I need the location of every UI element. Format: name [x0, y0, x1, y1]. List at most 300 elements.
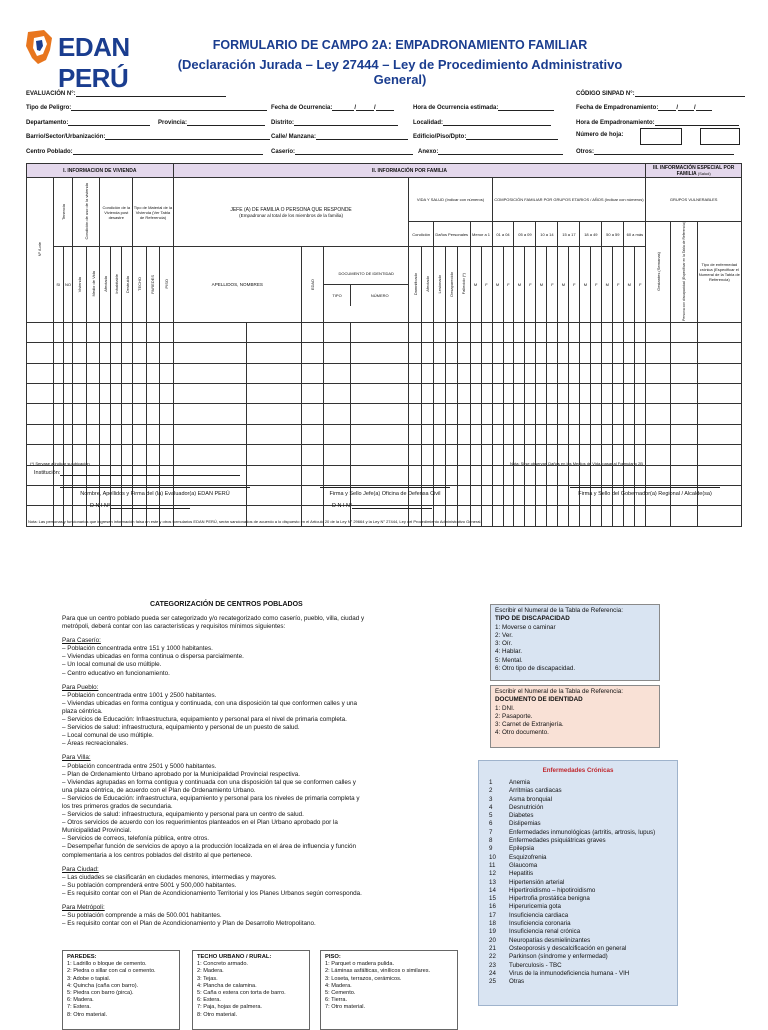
table-cell[interactable] [122, 363, 133, 383]
table-cell[interactable] [323, 343, 350, 363]
table-cell[interactable] [569, 343, 580, 363]
table-cell[interactable] [613, 465, 624, 485]
provincia-field[interactable] [158, 118, 265, 126]
table-cell[interactable] [350, 445, 409, 465]
table-cell[interactable] [146, 322, 159, 342]
table-cell[interactable] [446, 404, 458, 424]
table-cell[interactable] [301, 404, 323, 424]
table-cell[interactable] [635, 424, 646, 444]
table-cell[interactable] [122, 445, 133, 465]
table-cell[interactable] [146, 424, 159, 444]
table-cell[interactable] [635, 363, 646, 383]
table-cell[interactable] [580, 424, 591, 444]
table-cell[interactable] [409, 404, 421, 424]
table-cell[interactable] [100, 363, 111, 383]
table-cell[interactable] [246, 445, 301, 465]
table-cell[interactable] [697, 465, 741, 485]
table-cell[interactable] [525, 404, 536, 424]
table-cell[interactable] [481, 445, 492, 465]
table-cell[interactable] [409, 445, 421, 465]
table-cell[interactable] [481, 424, 492, 444]
table-cell[interactable] [591, 343, 602, 363]
table-cell[interactable] [503, 404, 514, 424]
table-cell[interactable] [458, 322, 470, 342]
table-cell[interactable] [697, 322, 741, 342]
table-cell[interactable] [458, 404, 470, 424]
table-cell[interactable] [547, 343, 558, 363]
table-cell[interactable] [481, 486, 492, 506]
anexo-field[interactable] [418, 147, 563, 155]
table-cell[interactable] [446, 384, 458, 404]
table-cell[interactable] [86, 384, 99, 404]
table-cell[interactable] [86, 322, 99, 342]
table-cell[interactable] [111, 363, 122, 383]
table-cell[interactable] [470, 363, 481, 383]
table-cell[interactable] [246, 363, 301, 383]
table-cell[interactable] [569, 465, 580, 485]
table-cell[interactable] [514, 363, 525, 383]
table-cell[interactable] [646, 363, 670, 383]
table-cell[interactable] [323, 445, 350, 465]
table-cell[interactable] [481, 404, 492, 424]
table-cell[interactable] [53, 404, 63, 424]
table-cell[interactable] [670, 322, 697, 342]
table-cell[interactable] [350, 363, 409, 383]
institucion-field[interactable] [34, 468, 240, 476]
table-cell[interactable] [558, 343, 569, 363]
table-cell[interactable] [624, 343, 635, 363]
table-cell[interactable] [433, 343, 445, 363]
table-cell[interactable] [492, 486, 503, 506]
table-cell[interactable] [569, 424, 580, 444]
table-cell[interactable] [646, 445, 670, 465]
table-cell[interactable] [492, 384, 503, 404]
table-cell[interactable] [514, 384, 525, 404]
table-cell[interactable] [591, 465, 602, 485]
table-cell[interactable] [547, 322, 558, 342]
table-cell[interactable] [173, 363, 246, 383]
table-cell[interactable] [670, 465, 697, 485]
table-cell[interactable] [63, 322, 73, 342]
table-cell[interactable] [470, 445, 481, 465]
otros-field[interactable] [576, 147, 734, 155]
table-cell[interactable] [558, 384, 569, 404]
table-cell[interactable] [350, 465, 409, 485]
calle-field[interactable] [271, 132, 408, 140]
table-cell[interactable] [27, 404, 54, 424]
table-cell[interactable] [133, 363, 146, 383]
table-cell[interactable] [246, 465, 301, 485]
table-cell[interactable] [624, 322, 635, 342]
table-cell[interactable] [458, 424, 470, 444]
table-cell[interactable] [470, 486, 481, 506]
hora-empadronamiento-field[interactable] [576, 118, 739, 126]
table-cell[interactable] [470, 384, 481, 404]
table-cell[interactable] [100, 384, 111, 404]
table-cell[interactable] [458, 465, 470, 485]
table-row[interactable] [27, 322, 742, 342]
table-cell[interactable] [613, 424, 624, 444]
table-cell[interactable] [53, 322, 63, 342]
table-cell[interactable] [624, 465, 635, 485]
table-cell[interactable] [73, 343, 86, 363]
table-cell[interactable] [525, 465, 536, 485]
table-cell[interactable] [421, 343, 433, 363]
table-cell[interactable] [86, 363, 99, 383]
table-cell[interactable] [73, 384, 86, 404]
table-cell[interactable] [421, 424, 433, 444]
table-cell[interactable] [146, 404, 159, 424]
table-cell[interactable] [514, 404, 525, 424]
table-cell[interactable] [100, 343, 111, 363]
table-row[interactable] [27, 384, 742, 404]
table-cell[interactable] [525, 363, 536, 383]
table-cell[interactable] [301, 445, 323, 465]
table-cell[interactable] [602, 363, 613, 383]
table-cell[interactable] [27, 424, 54, 444]
table-cell[interactable] [421, 363, 433, 383]
table-cell[interactable] [111, 322, 122, 342]
table-cell[interactable] [503, 322, 514, 342]
table-cell[interactable] [446, 445, 458, 465]
table-cell[interactable] [146, 384, 159, 404]
table-cell[interactable] [624, 404, 635, 424]
table-cell[interactable] [602, 343, 613, 363]
table-cell[interactable] [446, 322, 458, 342]
table-cell[interactable] [697, 404, 741, 424]
table-cell[interactable] [246, 343, 301, 363]
table-cell[interactable] [160, 424, 174, 444]
table-cell[interactable] [503, 486, 514, 506]
table-cell[interactable] [503, 343, 514, 363]
table-cell[interactable] [421, 322, 433, 342]
table-cell[interactable] [350, 384, 409, 404]
table-cell[interactable] [301, 384, 323, 404]
table-cell[interactable] [646, 384, 670, 404]
table-row[interactable] [27, 343, 742, 363]
sig-evaluador-dni[interactable] [90, 501, 190, 509]
table-row[interactable] [27, 404, 742, 424]
table-cell[interactable] [173, 424, 246, 444]
table-cell[interactable] [350, 424, 409, 444]
table-row[interactable] [27, 363, 742, 383]
table-cell[interactable] [591, 424, 602, 444]
table-cell[interactable] [470, 424, 481, 444]
edificio-field[interactable] [413, 132, 558, 140]
table-cell[interactable] [635, 343, 646, 363]
table-cell[interactable] [323, 384, 350, 404]
table-cell[interactable] [63, 343, 73, 363]
table-cell[interactable] [591, 363, 602, 383]
table-cell[interactable] [492, 445, 503, 465]
table-cell[interactable] [646, 322, 670, 342]
table-cell[interactable] [122, 384, 133, 404]
table-cell[interactable] [697, 424, 741, 444]
sig-defensa-civil-dni[interactable] [332, 501, 432, 509]
table-cell[interactable] [409, 424, 421, 444]
table-cell[interactable] [580, 465, 591, 485]
table-cell[interactable] [536, 343, 547, 363]
table-cell[interactable] [670, 404, 697, 424]
table-cell[interactable] [514, 465, 525, 485]
localidad-field[interactable] [413, 118, 551, 126]
table-cell[interactable] [421, 445, 433, 465]
table-cell[interactable] [558, 363, 569, 383]
table-cell[interactable] [246, 384, 301, 404]
table-cell[interactable] [323, 322, 350, 342]
table-cell[interactable] [350, 404, 409, 424]
table-cell[interactable] [580, 404, 591, 424]
table-cell[interactable] [646, 465, 670, 485]
table-cell[interactable] [492, 363, 503, 383]
table-cell[interactable] [100, 424, 111, 444]
table-cell[interactable] [536, 486, 547, 506]
table-cell[interactable] [173, 343, 246, 363]
table-cell[interactable] [63, 384, 73, 404]
table-cell[interactable] [635, 384, 646, 404]
table-cell[interactable] [558, 322, 569, 342]
table-cell[interactable] [409, 384, 421, 404]
table-cell[interactable] [133, 384, 146, 404]
table-cell[interactable] [591, 384, 602, 404]
table-cell[interactable] [536, 322, 547, 342]
table-cell[interactable] [536, 424, 547, 444]
table-cell[interactable] [27, 363, 54, 383]
table-cell[interactable] [160, 363, 174, 383]
table-cell[interactable] [122, 404, 133, 424]
table-cell[interactable] [146, 343, 159, 363]
table-cell[interactable] [646, 424, 670, 444]
table-cell[interactable] [246, 404, 301, 424]
table-cell[interactable] [470, 322, 481, 342]
table-cell[interactable] [409, 322, 421, 342]
table-cell[interactable] [547, 363, 558, 383]
table-cell[interactable] [421, 404, 433, 424]
table-cell[interactable] [470, 404, 481, 424]
table-cell[interactable] [53, 384, 63, 404]
table-cell[interactable] [323, 465, 350, 485]
table-cell[interactable] [133, 322, 146, 342]
table-cell[interactable] [53, 424, 63, 444]
table-cell[interactable] [246, 322, 301, 342]
table-cell[interactable] [481, 384, 492, 404]
table-cell[interactable] [635, 322, 646, 342]
table-cell[interactable] [635, 404, 646, 424]
table-cell[interactable] [670, 445, 697, 465]
table-cell[interactable] [470, 343, 481, 363]
table-cell[interactable] [569, 404, 580, 424]
table-cell[interactable] [646, 343, 670, 363]
table-cell[interactable] [646, 404, 670, 424]
table-cell[interactable] [173, 445, 246, 465]
table-cell[interactable] [525, 343, 536, 363]
table-cell[interactable] [111, 343, 122, 363]
table-cell[interactable] [613, 343, 624, 363]
table-cell[interactable] [525, 486, 536, 506]
table-cell[interactable] [133, 445, 146, 465]
table-cell[interactable] [670, 424, 697, 444]
table-cell[interactable] [350, 322, 409, 342]
table-cell[interactable] [409, 465, 421, 485]
table-cell[interactable] [514, 322, 525, 342]
table-cell[interactable] [63, 424, 73, 444]
table-cell[interactable] [246, 424, 301, 444]
table-cell[interactable] [580, 384, 591, 404]
table-cell[interactable] [514, 424, 525, 444]
table-cell[interactable] [481, 363, 492, 383]
table-cell[interactable] [547, 424, 558, 444]
tipo-peligro-field[interactable] [26, 103, 267, 111]
table-cell[interactable] [323, 404, 350, 424]
table-cell[interactable] [481, 343, 492, 363]
table-cell[interactable] [536, 363, 547, 383]
table-cell[interactable] [73, 363, 86, 383]
table-cell[interactable] [73, 404, 86, 424]
table-cell[interactable] [446, 424, 458, 444]
table-cell[interactable] [670, 343, 697, 363]
table-cell[interactable] [409, 363, 421, 383]
table-cell[interactable] [433, 404, 445, 424]
table-cell[interactable] [492, 404, 503, 424]
table-cell[interactable] [558, 465, 569, 485]
table-cell[interactable] [133, 343, 146, 363]
table-cell[interactable] [122, 322, 133, 342]
table-cell[interactable] [580, 322, 591, 342]
table-cell[interactable] [86, 404, 99, 424]
table-cell[interactable] [111, 424, 122, 444]
table-cell[interactable] [111, 445, 122, 465]
table-cell[interactable] [697, 384, 741, 404]
table-cell[interactable] [53, 363, 63, 383]
table-cell[interactable] [160, 384, 174, 404]
table-cell[interactable] [525, 322, 536, 342]
table-cell[interactable] [624, 384, 635, 404]
table-cell[interactable] [547, 404, 558, 424]
table-cell[interactable] [111, 384, 122, 404]
table-cell[interactable] [27, 384, 54, 404]
table-cell[interactable] [133, 404, 146, 424]
table-cell[interactable] [100, 445, 111, 465]
table-cell[interactable] [421, 384, 433, 404]
table-cell[interactable] [503, 363, 514, 383]
table-cell[interactable] [446, 343, 458, 363]
table-cell[interactable] [558, 424, 569, 444]
distrito-field[interactable] [271, 118, 398, 126]
table-cell[interactable] [547, 384, 558, 404]
table-cell[interactable] [602, 404, 613, 424]
table-cell[interactable] [146, 363, 159, 383]
table-cell[interactable] [492, 424, 503, 444]
table-cell[interactable] [470, 465, 481, 485]
table-cell[interactable] [433, 445, 445, 465]
table-cell[interactable] [569, 384, 580, 404]
table-cell[interactable] [492, 465, 503, 485]
table-cell[interactable] [433, 424, 445, 444]
table-cell[interactable] [421, 465, 433, 485]
table-cell[interactable] [458, 384, 470, 404]
table-cell[interactable] [580, 343, 591, 363]
table-cell[interactable] [73, 424, 86, 444]
table-cell[interactable] [433, 384, 445, 404]
table-cell[interactable] [301, 424, 323, 444]
table-cell[interactable] [301, 343, 323, 363]
table-cell[interactable] [697, 445, 741, 465]
table-cell[interactable] [173, 404, 246, 424]
fecha-ocurrencia-field[interactable] [271, 103, 394, 111]
table-cell[interactable] [173, 322, 246, 342]
table-cell[interactable] [433, 322, 445, 342]
table-cell[interactable] [569, 322, 580, 342]
table-cell[interactable] [624, 363, 635, 383]
table-cell[interactable] [173, 384, 246, 404]
table-cell[interactable] [160, 343, 174, 363]
table-cell[interactable] [458, 445, 470, 465]
table-cell[interactable] [697, 363, 741, 383]
table-cell[interactable] [602, 465, 613, 485]
table-cell[interactable] [547, 465, 558, 485]
table-cell[interactable] [697, 343, 741, 363]
table-cell[interactable] [591, 404, 602, 424]
departamento-field[interactable] [26, 118, 150, 126]
table-cell[interactable] [481, 465, 492, 485]
table-cell[interactable] [624, 424, 635, 444]
table-cell[interactable] [503, 424, 514, 444]
table-cell[interactable] [100, 322, 111, 342]
table-cell[interactable] [569, 363, 580, 383]
table-cell[interactable] [433, 363, 445, 383]
table-cell[interactable] [122, 343, 133, 363]
table-cell[interactable] [27, 322, 54, 342]
evaluacion-field[interactable] [26, 89, 226, 97]
table-cell[interactable] [558, 404, 569, 424]
table-cell[interactable] [670, 363, 697, 383]
numero-hoja-input[interactable] [640, 128, 682, 145]
codigo-sinpad-field[interactable] [576, 89, 745, 97]
table-cell[interactable] [492, 343, 503, 363]
centro-poblado-field[interactable] [26, 147, 263, 155]
table-cell[interactable] [613, 404, 624, 424]
table-cell[interactable] [146, 445, 159, 465]
table-cell[interactable] [73, 322, 86, 342]
table-cell[interactable] [160, 445, 174, 465]
table-cell[interactable] [536, 404, 547, 424]
hora-ocurrencia-field[interactable] [413, 103, 554, 111]
table-cell[interactable] [613, 384, 624, 404]
table-cell[interactable] [458, 343, 470, 363]
table-cell[interactable] [301, 322, 323, 342]
table-cell[interactable] [100, 404, 111, 424]
caserio-field[interactable] [271, 147, 413, 155]
fecha-empadronamiento-field[interactable] [576, 103, 712, 111]
table-cell[interactable] [591, 322, 602, 342]
table-cell[interactable] [111, 404, 122, 424]
table-cell[interactable] [446, 363, 458, 383]
table-cell[interactable] [350, 343, 409, 363]
table-cell[interactable] [86, 343, 99, 363]
table-cell[interactable] [492, 322, 503, 342]
table-cell[interactable] [458, 363, 470, 383]
table-cell[interactable] [53, 343, 63, 363]
table-cell[interactable] [446, 465, 458, 485]
table-cell[interactable] [580, 363, 591, 383]
table-cell[interactable] [536, 465, 547, 485]
table-cell[interactable] [525, 424, 536, 444]
table-cell[interactable] [602, 424, 613, 444]
table-cell[interactable] [602, 322, 613, 342]
table-cell[interactable] [503, 384, 514, 404]
table-cell[interactable] [514, 343, 525, 363]
table-cell[interactable] [536, 384, 547, 404]
